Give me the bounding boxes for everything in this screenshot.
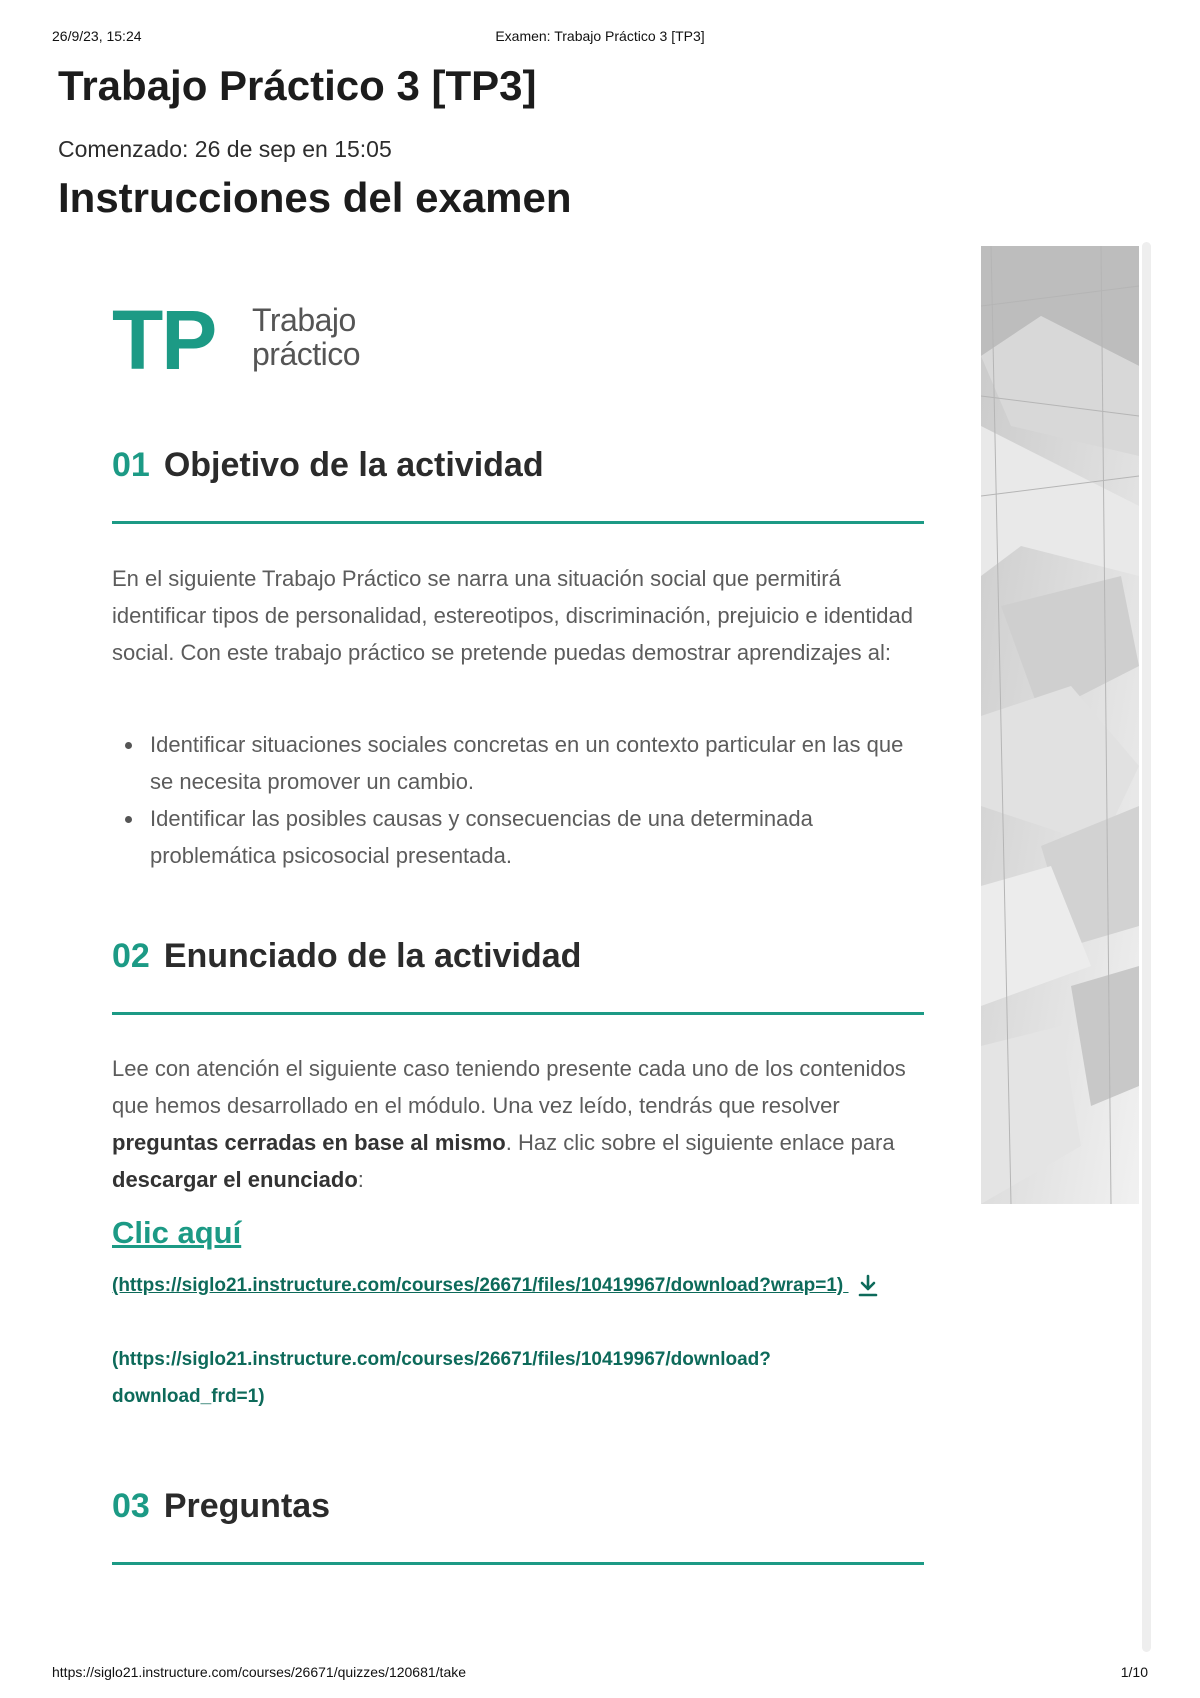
print-header [52,28,1148,50]
logo-word-1: Trabajo [252,302,356,338]
section-divider [112,521,924,524]
text-run: Lee con atención el siguiente caso teniendo presente cada uno de los contenidos que hemos desarrollado en el módulo. Una vez leído, tendrás que resolver [112,1056,906,1118]
quiz-title: Trabajo Práctico 3 [TP3] [58,62,537,109]
print-date: 26/9/23, 15:24 [52,28,142,44]
page-number: 1/10 [1120,1664,1148,1680]
section-number: 02 [112,937,150,975]
text-run: : [357,1167,364,1192]
section-title: Enunciado de la actividad [163,937,582,975]
section-divider [112,1562,924,1565]
print-page-title: Examen: Trabajo Práctico 3 [TP3] [495,28,705,44]
section-number: 03 [112,1487,150,1525]
clic-aqui-link[interactable]: Clic aquí [112,1215,242,1250]
scrollbar[interactable] [1142,242,1151,1652]
list-item: Identificar las posibles causas y consecuencias de una determinada problemática psicosocial presentada. [112,800,924,874]
section-title: Objetivo de la actividad [163,446,544,484]
instructions-heading: Instrucciones del examen [58,174,572,221]
print-url: https://siglo21.instructure.com/courses/26671/quizzes/120681/take [52,1664,467,1680]
objetivo-bullet-list [112,726,924,874]
section-number: 01 [112,446,150,484]
bold-text: preguntas cerradas en base al mismo [112,1130,506,1155]
section-title: Preguntas [163,1487,331,1525]
objetivo-paragraph: En el siguiente Trabajo Práctico se narra una situación social que permitirá identificar tipos de personalidad, estereotipos, discriminación, prejuicio e identidad social. Con este trabajo práctico se pretende puedas demostrar aprendizajes al: [112,566,914,665]
section-heading-enunciado [112,937,924,976]
download-link-url-direct[interactable]: (https://siglo21.instructure.com/courses/26671/files/10419967/download?download_frd=1) [112,1349,771,1407]
tp-logo [112,293,472,388]
link-url-text[interactable]: (https://siglo21.instructure.com/courses/26671/files/10419967/download?wrap=1) [112,1275,844,1296]
text-run: . Haz clic sobre el siguiente enlace para [505,1130,895,1155]
logo-word-2: práctico [252,336,361,372]
download-link-url-wrap[interactable] [112,1267,902,1304]
list-item: Identificar situaciones sociales concretas en un contexto particular en las que se necesita promover un cambio. [112,726,924,800]
logo-abbr: TP [112,293,216,387]
download-icon[interactable] [857,1274,879,1298]
started-timestamp: Comenzado: 26 de sep en 15:05 [58,136,392,162]
section-heading-objetivo [112,446,924,485]
decorative-architecture-image [981,246,1139,1204]
enunciado-paragraph [112,1050,924,1198]
architecture-graphic [981,246,1139,1204]
section-heading-preguntas [112,1487,924,1526]
print-footer [52,1664,1148,1686]
section-divider [112,1012,924,1015]
bold-text: descargar el enunciado [112,1167,358,1192]
